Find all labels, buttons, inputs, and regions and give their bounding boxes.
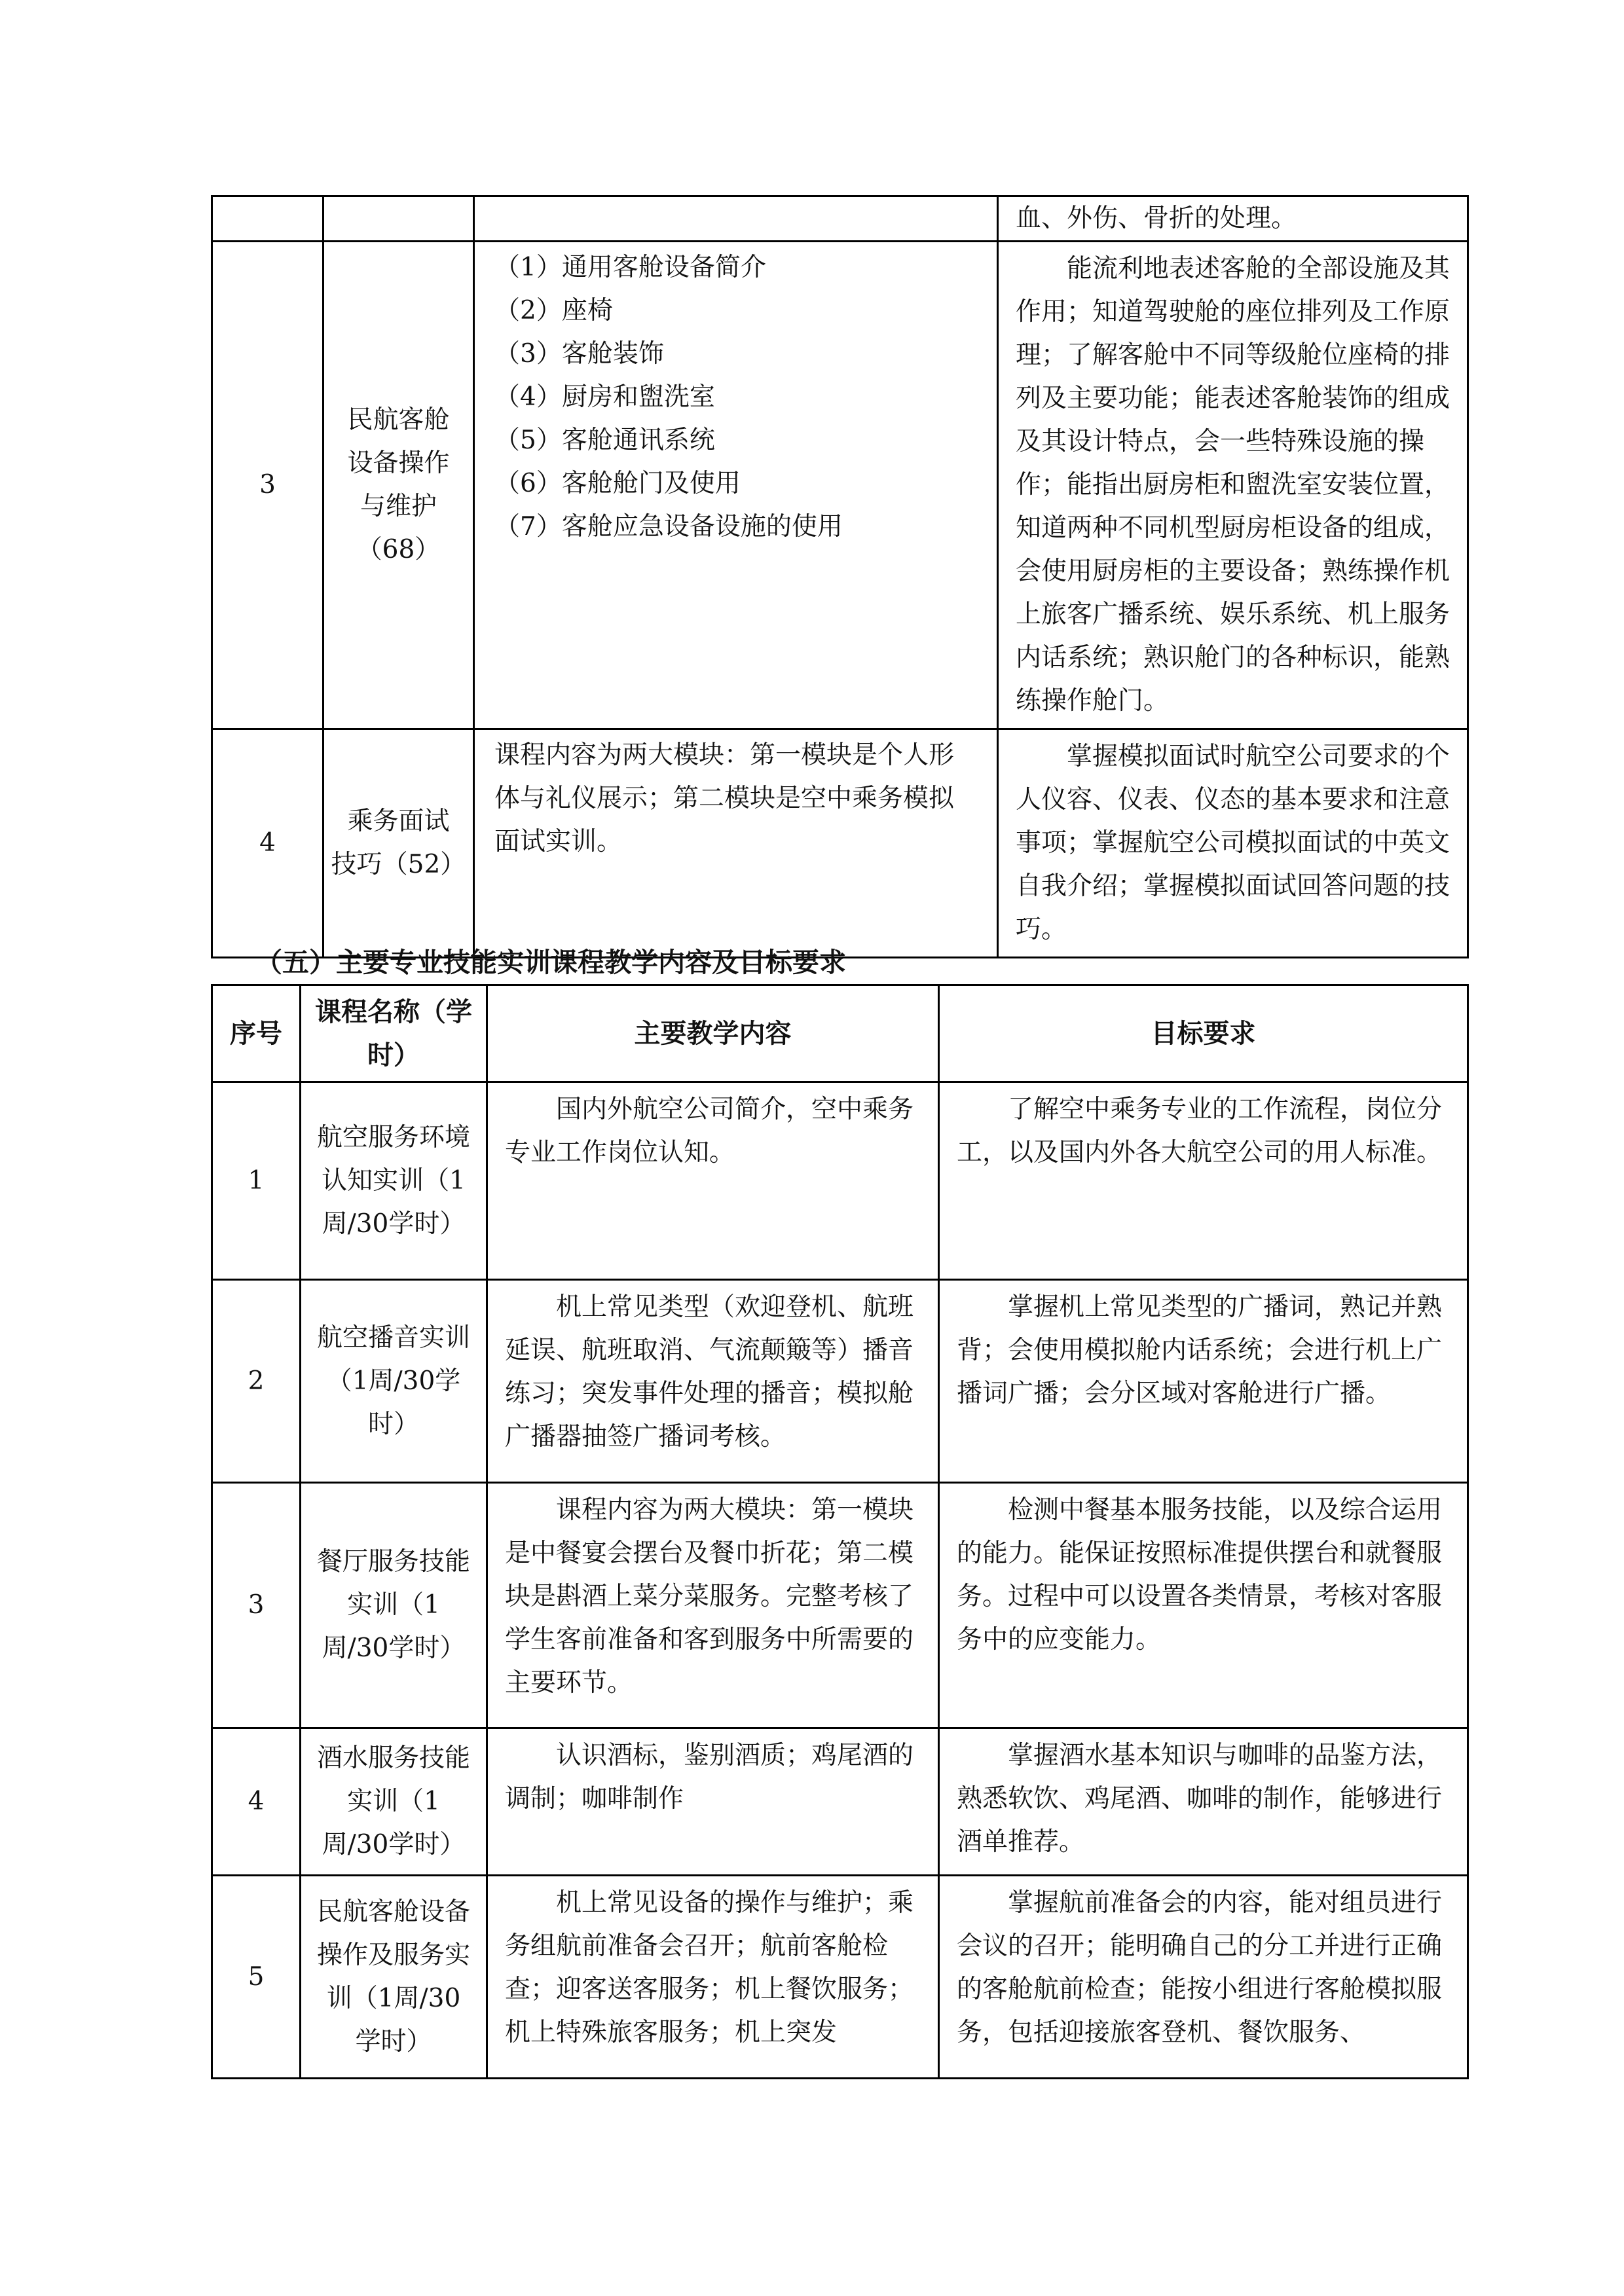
table-row [212, 1483, 1468, 1728]
training-course-table [211, 984, 1469, 2079]
header-goal: 目标要求 [939, 985, 1468, 1082]
goal-cell: 掌握酒水基本知识与咖啡的品鉴方法，熟悉软饮、鸡尾酒、咖啡的制作，能够进行酒单推荐。 [939, 1728, 1468, 1876]
content-cell: 课程内容为两大模块：第一模块是中餐宴会摆台及餐巾折花；第二模块是斟酒上菜分菜服务。完整考核了学生客前准备和客到服务中所需要的主要环节。 [487, 1483, 939, 1728]
goal-cell: 血、外伤、骨折的处理。 [998, 196, 1468, 242]
course-name-line: 民航客舱 [347, 405, 450, 435]
course-name-cell: 餐厅服务技能实训（1周/30学时） [301, 1483, 487, 1728]
goal-cell: 掌握机上常见类型的广播词，熟记并熟背；会使用模拟舱内话系统；会进行机上广播词广播；会分区域对客舱进行广播。 [939, 1280, 1468, 1483]
course-name-cell: 航空服务环境认知实训（1周/30学时） [301, 1082, 487, 1280]
course-name-line: （68） [356, 535, 441, 564]
table-row [212, 1876, 1468, 2079]
content-cell: 认识酒标，鉴别酒质；鸡尾酒的调制；咖啡制作 [487, 1728, 939, 1876]
course-name-cell: 航空播音实训（1周/30学时） [301, 1280, 487, 1483]
header-content: 主要教学内容 [487, 985, 939, 1082]
content-item: （6）客舱舱门及使用 [494, 469, 741, 498]
content-cell: 机上常见类型（欢迎登机、航班延误、航班取消、气流颠簸等）播音练习；突发事件处理的播音；模拟舱广播器抽签广播词考核。 [487, 1280, 939, 1483]
table-row [212, 196, 1468, 242]
row-number-cell: 4 [212, 729, 323, 958]
content-cell: 课程内容为两大模块：第一模块是个人形体与礼仪展示；第二模块是空中乘务模拟面试实训。 [474, 729, 998, 958]
row-number-cell: 2 [212, 1280, 301, 1483]
goal-cell: 检测中餐基本服务技能，以及综合运用的能力。能保证按照标准提供摆台和就餐服务。过程中可以设置各类情景，考核对客服务中的应变能力。 [939, 1483, 1468, 1728]
course-name-cell [323, 729, 474, 958]
course-name-cell [323, 196, 474, 242]
content-item: （5）客舱通讯系统 [494, 426, 715, 455]
header-course-name: 课程名称（学时） [301, 985, 487, 1082]
content-item: （4）厨房和盥洗室 [494, 382, 715, 412]
course-name-line: 乘务面试 [347, 807, 450, 836]
table-row [212, 729, 1468, 958]
row-number-cell: 1 [212, 1082, 301, 1280]
table-row [212, 1280, 1468, 1483]
goal-cell: 能流利地表述客舱的全部设施及其作用；知道驾驶舱的座位排列及工作原理；了解客舱中不同等级舱位座椅的排列及主要功能；能表述客舱装饰的组成及其设计特点，会一些特殊设施的操作；能指出厨房柜和盥洗室安装位置，知道两种不同机型厨房柜设备的组成，会使用厨房柜的主要设备；熟练操作机上旅客广播系统、娱乐系统、机上服务内话系统；熟识舱门的各种标识，能熟练操作舱门。 [998, 242, 1468, 729]
row-number-cell: 4 [212, 1728, 301, 1876]
table-header-row [212, 985, 1468, 1082]
content-cell [474, 242, 998, 729]
content-item: （1）通用客舱设备简介 [494, 253, 766, 282]
section-heading: （五）主要专业技能实训课程教学内容及目标要求 [255, 947, 846, 978]
row-number-cell: 3 [212, 242, 323, 729]
goal-cell: 掌握模拟面试时航空公司要求的个人仪容、仪表、仪态的基本要求和注意事项；掌握航空公司模拟面试的中英文自我介绍；掌握模拟面试回答问题的技巧。 [998, 729, 1468, 958]
table-row [212, 242, 1468, 729]
header-no: 序号 [212, 985, 301, 1082]
content-item: （7）客舱应急设备设施的使用 [494, 512, 843, 541]
course-table-continued [211, 195, 1469, 958]
course-name-cell [323, 242, 474, 729]
row-number-cell [212, 196, 323, 242]
goal-cell: 了解空中乘务专业的工作流程，岗位分工，以及国内外各大航空公司的用人标准。 [939, 1082, 1468, 1280]
course-name-line: 设备操作 [347, 448, 450, 478]
table-row [212, 1082, 1468, 1280]
goal-cell: 掌握航前准备会的内容，能对组员进行会议的召开；能明确自己的分工并进行正确的客舱航前检查；能按小组进行客舱模拟服务，包括迎接旅客登机、餐饮服务、 [939, 1876, 1468, 2079]
row-number-cell: 3 [212, 1483, 301, 1728]
content-cell [474, 196, 998, 242]
content-cell: 国内外航空公司简介，空中乘务专业工作岗位认知。 [487, 1082, 939, 1280]
content-item: （2）座椅 [494, 296, 613, 325]
content-cell: 机上常见设备的操作与维护；乘务组航前准备会召开；航前客舱检查；迎客送客服务；机上餐饮服务；机上特殊旅客服务；机上突发 [487, 1876, 939, 2079]
course-name-cell: 民航客舱设备操作及服务实训（1周/30学时） [301, 1876, 487, 2079]
table-row [212, 1728, 1468, 1876]
course-name-line: 与维护 [360, 492, 437, 521]
course-name-line: 技巧（52） [331, 850, 466, 879]
row-number-cell: 5 [212, 1876, 301, 2079]
course-name-cell: 酒水服务技能实训（1周/30学时） [301, 1728, 487, 1876]
content-item: （3）客舱装饰 [494, 339, 664, 369]
